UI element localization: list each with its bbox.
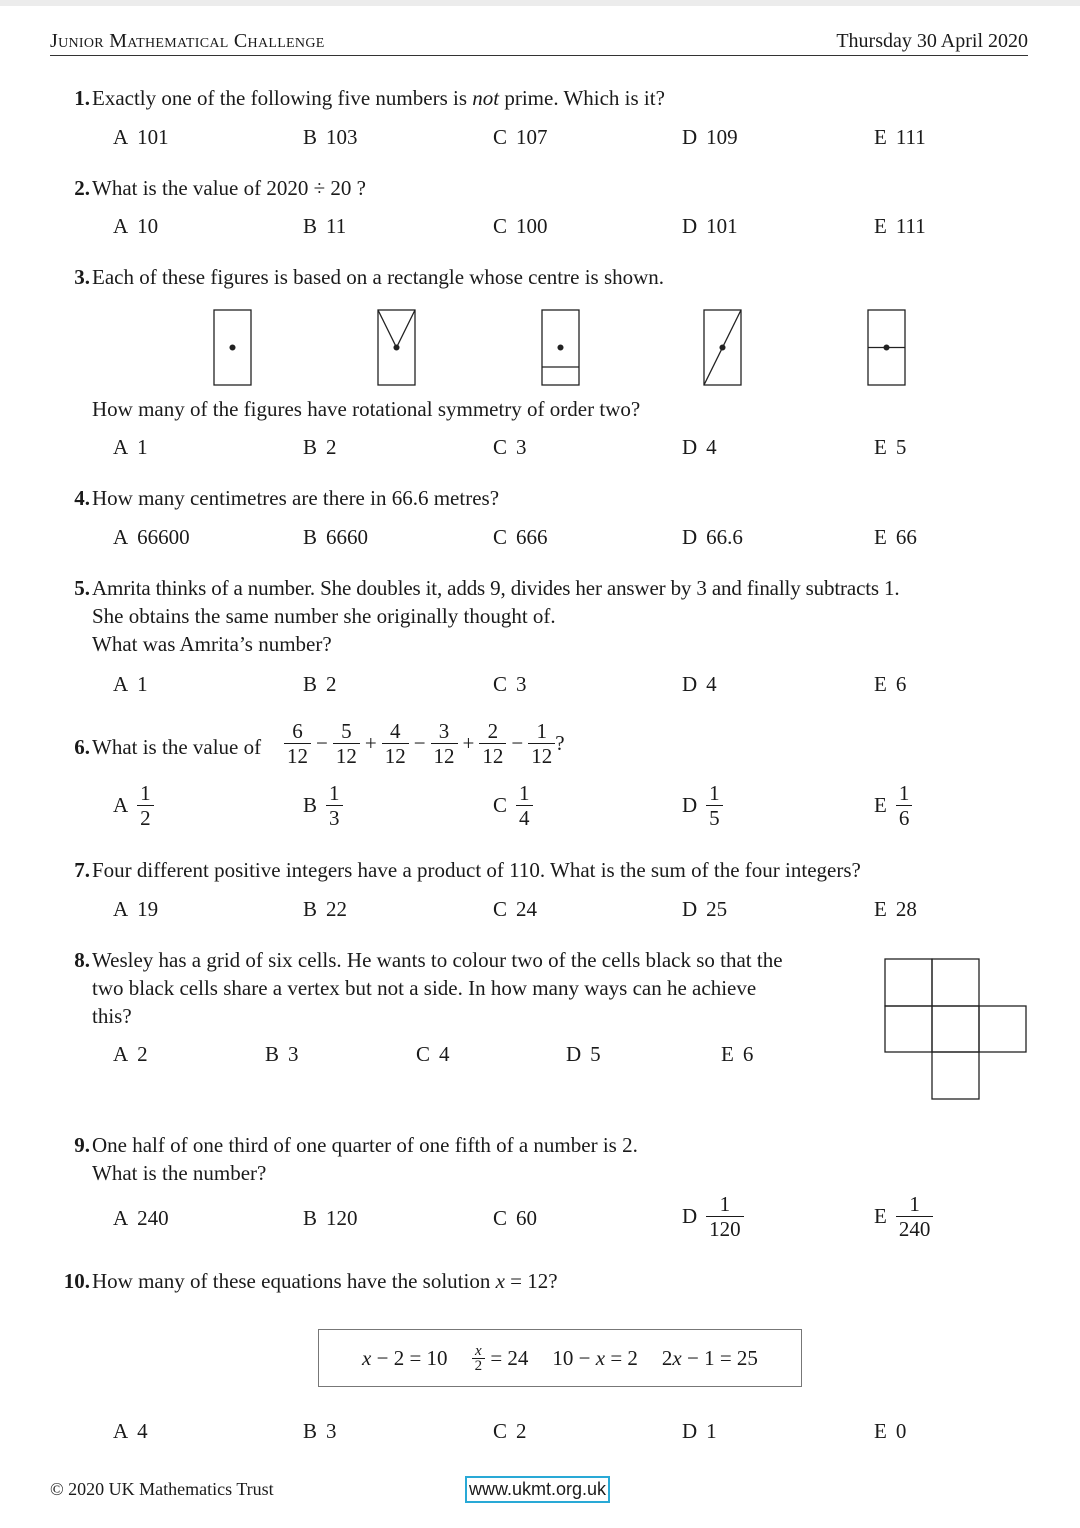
option-value: 5	[590, 1042, 601, 1066]
grid-cell	[932, 1052, 979, 1099]
option-value: 666	[516, 525, 548, 549]
option-b[interactable]	[303, 781, 343, 830]
numerator: 4	[389, 719, 401, 743]
numerator: 1	[536, 719, 547, 743]
question-text-line: What is the number?	[92, 1161, 267, 1185]
denominator: 12	[431, 743, 458, 768]
option-c[interactable]	[493, 897, 537, 922]
option-b[interactable]	[303, 1206, 358, 1231]
equation-3	[552, 1346, 638, 1371]
option-letter: B	[303, 125, 318, 149]
denominator: 4	[516, 805, 533, 830]
option-value: 1	[137, 672, 148, 696]
rectangle-figures	[205, 305, 1035, 390]
option-a[interactable]	[113, 897, 158, 922]
option-a[interactable]	[113, 1042, 148, 1067]
option-fraction	[896, 1192, 934, 1241]
option-value: 101	[137, 125, 169, 149]
top-band	[0, 0, 1080, 6]
option-value: 2	[137, 1042, 148, 1066]
figure-3	[542, 310, 579, 385]
question-number: 9.	[74, 1133, 90, 1157]
option-value: 1	[137, 435, 148, 459]
variable: x	[362, 1345, 372, 1370]
option-c[interactable]	[493, 125, 548, 150]
option-e[interactable]	[874, 525, 917, 550]
option-c[interactable]	[493, 525, 548, 550]
option-fraction	[706, 1192, 744, 1241]
option-d[interactable]	[682, 1419, 717, 1444]
option-value: 25	[706, 897, 728, 921]
option-value: 6660	[326, 525, 369, 549]
question-text-line: two black cells share a vertex but not a side. In how many ways can he achieve	[92, 976, 757, 1000]
website-link[interactable]: www.ukmt.org.uk	[465, 1476, 610, 1503]
option-a[interactable]	[113, 214, 158, 239]
option-value: 11	[326, 214, 347, 238]
equation-text: − 2 = 10	[371, 1345, 448, 1370]
option-fraction	[896, 781, 913, 830]
numerator: 1	[709, 781, 720, 805]
option-letter: D	[682, 672, 698, 696]
numerator: 1	[898, 781, 910, 805]
option-value: 19	[137, 897, 159, 921]
option-value: 101	[706, 214, 738, 238]
option-letter: D	[682, 214, 698, 238]
option-value: 2	[326, 435, 337, 459]
option-a[interactable]	[113, 435, 148, 460]
numerator: 6	[292, 719, 303, 743]
option-e[interactable]	[874, 897, 917, 922]
option-b[interactable]	[303, 1419, 337, 1444]
option-value: 10	[137, 214, 159, 238]
option-letter: C	[493, 125, 508, 149]
denominator: 5	[706, 805, 723, 830]
option-letter: D	[682, 1204, 698, 1228]
option-value: 4	[706, 672, 717, 696]
option-e[interactable]	[874, 1192, 933, 1241]
option-value: 109	[706, 125, 738, 149]
option-value: 4	[439, 1042, 450, 1066]
denominator: 12	[333, 743, 360, 768]
denominator: 2	[137, 805, 154, 830]
question-number: 5.	[74, 576, 90, 600]
fraction	[431, 719, 458, 768]
option-b[interactable]	[303, 125, 358, 150]
denominator: 240	[896, 1216, 934, 1241]
question-text	[92, 1267, 558, 1295]
option-value: 66600	[137, 525, 190, 549]
option-value: 6	[895, 672, 907, 696]
option-value: 103	[326, 125, 358, 149]
option-letter: D	[682, 1419, 698, 1443]
option-letter: D	[682, 897, 698, 921]
question-number: 10.	[63, 1269, 90, 1293]
option-value: 107	[516, 125, 548, 149]
option-c[interactable]	[493, 781, 533, 830]
fraction	[528, 719, 555, 768]
option-value: 1	[706, 1419, 717, 1443]
option-d[interactable]	[682, 897, 727, 922]
numerator: 2	[487, 719, 499, 743]
option-value: 3	[288, 1042, 299, 1066]
question-number: 7.	[74, 858, 90, 882]
option-letter: D	[566, 1042, 582, 1066]
option-letter: C	[493, 1419, 508, 1443]
denominator: 12	[382, 743, 409, 768]
option-letter: E	[721, 1042, 734, 1066]
question-number: 1.	[74, 86, 90, 110]
option-value: 111	[895, 125, 926, 149]
option-value: 4	[706, 435, 717, 459]
question-text-part: = 12?	[504, 1269, 558, 1293]
exam-date: Thursday 30 April 2020	[836, 30, 1028, 52]
option-value: 3	[326, 1419, 337, 1443]
option-value: 66.6	[706, 525, 743, 549]
option-letter: C	[493, 1206, 508, 1230]
grid-cell	[885, 1006, 932, 1052]
denominator: 3	[326, 805, 343, 830]
option-c[interactable]	[493, 1206, 537, 1231]
option-letter: A	[113, 1042, 129, 1066]
question-text: One half of one third of one quarter of one fifth of a number is 2.	[92, 1133, 638, 1157]
option-value: 0	[895, 1419, 907, 1443]
option-e[interactable]	[874, 435, 906, 460]
operator: −	[413, 731, 426, 755]
option-letter: D	[682, 125, 698, 149]
equation-text: 2	[661, 1345, 673, 1370]
question-text-part: prime. Which is it?	[499, 86, 665, 110]
option-c[interactable]	[493, 214, 548, 239]
option-c[interactable]	[493, 1419, 527, 1444]
option-letter: C	[493, 525, 508, 549]
variable: x	[672, 1345, 682, 1370]
option-a[interactable]	[113, 781, 154, 830]
option-d[interactable]	[682, 125, 738, 150]
option-letter: D	[682, 793, 698, 817]
option-fraction	[516, 781, 533, 830]
question-text: What is the value of 2020 ÷ 20 ?	[92, 176, 366, 200]
option-d[interactable]	[682, 781, 723, 830]
grid-cell	[979, 1006, 1026, 1052]
option-fraction	[137, 781, 154, 830]
option-value: 2	[326, 672, 337, 696]
numerator: 5	[341, 719, 352, 743]
option-letter: D	[682, 525, 698, 549]
option-fraction	[706, 781, 723, 830]
option-a[interactable]	[113, 672, 148, 697]
option-value: 60	[516, 1206, 538, 1230]
option-value: 240	[137, 1206, 169, 1230]
option-e[interactable]	[874, 672, 906, 697]
equations-box	[318, 1329, 802, 1387]
question-text-line: She obtains the same number she originally thought of.	[92, 604, 556, 628]
option-value: 66	[895, 525, 917, 549]
copyright: © 2020 UK Mathematics Trust	[50, 1479, 274, 1499]
option-a[interactable]	[113, 125, 169, 150]
option-letter: D	[682, 435, 698, 459]
question-mark: ?	[555, 731, 565, 755]
option-letter: E	[874, 214, 887, 238]
equation-text: = 24	[485, 1345, 529, 1370]
option-value: 3	[516, 672, 527, 696]
operator: +	[462, 731, 475, 755]
option-letter: B	[303, 897, 318, 921]
option-letter: B	[303, 214, 318, 238]
question-number: 4.	[74, 486, 90, 510]
option-letter: B	[265, 1042, 280, 1066]
option-letter: B	[303, 1206, 318, 1230]
option-letter: A	[113, 793, 129, 817]
option-letter: B	[303, 1419, 318, 1443]
option-e[interactable]	[721, 1042, 753, 1067]
option-letter: A	[113, 125, 129, 149]
operator: −	[511, 731, 524, 755]
numerator: 1	[519, 781, 530, 805]
fraction	[472, 1344, 486, 1373]
option-letter: A	[113, 1206, 129, 1230]
question-text	[92, 84, 665, 112]
numerator: x	[474, 1342, 482, 1359]
option-d[interactable]	[682, 525, 743, 550]
option-value: 28	[895, 897, 917, 921]
option-letter: B	[303, 672, 318, 696]
option-a[interactable]	[113, 525, 190, 550]
option-b[interactable]	[265, 1042, 299, 1067]
option-letter: E	[874, 672, 887, 696]
question-text: How many centimetres are there in 66.6 metres?	[92, 486, 500, 510]
option-letter: E	[874, 793, 887, 817]
option-letter: B	[303, 793, 318, 817]
equation-text: 10 −	[552, 1345, 596, 1370]
fraction	[479, 719, 506, 768]
option-a[interactable]	[113, 1419, 148, 1444]
grid-cell	[932, 959, 979, 1006]
variable: x	[495, 1269, 505, 1293]
fraction	[333, 719, 360, 768]
option-letter: C	[493, 214, 508, 238]
option-e[interactable]	[874, 214, 926, 239]
question-text: What is the value of	[92, 735, 262, 759]
option-b[interactable]	[303, 525, 368, 550]
option-letter: C	[416, 1042, 431, 1066]
option-letter: A	[113, 672, 129, 696]
option-letter: E	[874, 525, 887, 549]
question-number: 8.	[74, 948, 90, 972]
six-cell-grid	[884, 958, 1030, 1102]
figure-2	[378, 310, 415, 385]
option-e[interactable]	[874, 125, 926, 150]
equation-2	[472, 1344, 529, 1373]
question-number: 2.	[74, 176, 90, 200]
denominator: 6	[896, 805, 913, 830]
option-d[interactable]	[682, 435, 717, 460]
option-fraction	[326, 781, 343, 830]
option-d[interactable]	[682, 672, 717, 697]
option-letter: E	[874, 435, 887, 459]
option-value: 24	[516, 897, 538, 921]
denominator: 120	[706, 1216, 744, 1241]
equation-text: = 2	[605, 1345, 638, 1370]
option-letter: B	[303, 435, 318, 459]
option-letter: A	[113, 214, 129, 238]
option-letter: E	[874, 125, 887, 149]
option-value: 120	[326, 1206, 358, 1230]
question-number: 6.	[74, 735, 90, 759]
option-value: 3	[516, 435, 527, 459]
option-b[interactable]	[303, 435, 337, 460]
operator: +	[364, 731, 377, 755]
equation-text: − 1 = 25	[681, 1345, 758, 1370]
question-text: Amrita thinks of a number. She doubles it, adds 9, divides her answer by 3 and finally subtracts 1.	[92, 576, 900, 600]
option-letter: A	[113, 435, 129, 459]
option-letter: A	[113, 525, 129, 549]
option-value: 100	[516, 214, 548, 238]
equation-4	[662, 1346, 758, 1371]
grid-cell	[932, 1006, 979, 1052]
denominator: 12	[479, 743, 506, 768]
numerator: 1	[909, 1192, 920, 1216]
question-number: 3.	[74, 265, 90, 289]
grid-cell	[885, 959, 932, 1006]
option-letter: C	[493, 793, 508, 817]
question-3-prompt: How many of the figures have rotational symmetry of order two?	[92, 397, 641, 421]
question-text-part: Exactly one of the following five numbers is	[92, 86, 473, 110]
option-b[interactable]	[303, 897, 347, 922]
page-title: Junior Mathematical Challenge	[50, 30, 325, 52]
option-value: 6	[742, 1042, 754, 1066]
option-e[interactable]	[874, 1419, 906, 1444]
question-emphasis: not	[472, 86, 500, 110]
option-value: 2	[516, 1419, 527, 1443]
numerator: 1	[329, 781, 340, 805]
option-letter: E	[874, 1204, 887, 1228]
denominator: 12	[284, 743, 311, 768]
variable: x	[595, 1345, 606, 1370]
fraction-expression	[284, 719, 565, 768]
option-c[interactable]	[416, 1042, 450, 1067]
option-d[interactable]	[566, 1042, 601, 1067]
option-letter: E	[874, 897, 887, 921]
option-letter: A	[113, 897, 129, 921]
figure-5	[868, 310, 905, 385]
option-c[interactable]	[493, 435, 527, 460]
option-value: 5	[895, 435, 907, 459]
option-d[interactable]	[682, 214, 738, 239]
question-text: Wesley has a grid of six cells. He wants to colour two of the cells black so that the	[92, 948, 783, 972]
option-b[interactable]	[303, 214, 346, 239]
numerator: 1	[719, 1192, 731, 1216]
equation-1	[362, 1346, 448, 1371]
option-value: 22	[326, 897, 348, 921]
option-letter: E	[874, 1419, 887, 1443]
option-e[interactable]	[874, 781, 912, 830]
option-letter: C	[493, 435, 508, 459]
figure-4	[704, 310, 741, 385]
figure-1	[214, 310, 251, 385]
question-text-line: What was Amrita’s number?	[92, 632, 332, 656]
question-text-line: this?	[92, 1004, 132, 1028]
question-text: Each of these figures is based on a rectangle whose centre is shown.	[92, 265, 665, 289]
option-c[interactable]	[493, 672, 527, 697]
operator: −	[316, 731, 328, 755]
question-text-part: How many of these equations have the solution	[92, 1269, 496, 1293]
question-text: Four different positive integers have a product of 110. What is the sum of the four integers?	[92, 858, 861, 882]
denominator: 12	[528, 743, 555, 768]
fraction	[284, 719, 311, 768]
option-letter: B	[303, 525, 318, 549]
option-letter: A	[113, 1419, 129, 1443]
fraction	[382, 719, 409, 768]
header-rule	[50, 55, 1028, 56]
option-a[interactable]	[113, 1206, 169, 1231]
option-value: 111	[895, 214, 926, 238]
numerator: 1	[140, 781, 151, 805]
option-d[interactable]	[682, 1192, 744, 1241]
option-letter: C	[493, 897, 508, 921]
numerator: 3	[438, 719, 450, 743]
option-value: 4	[137, 1419, 148, 1443]
option-letter: C	[493, 672, 508, 696]
option-b[interactable]	[303, 672, 337, 697]
denominator: 2	[472, 1358, 486, 1373]
